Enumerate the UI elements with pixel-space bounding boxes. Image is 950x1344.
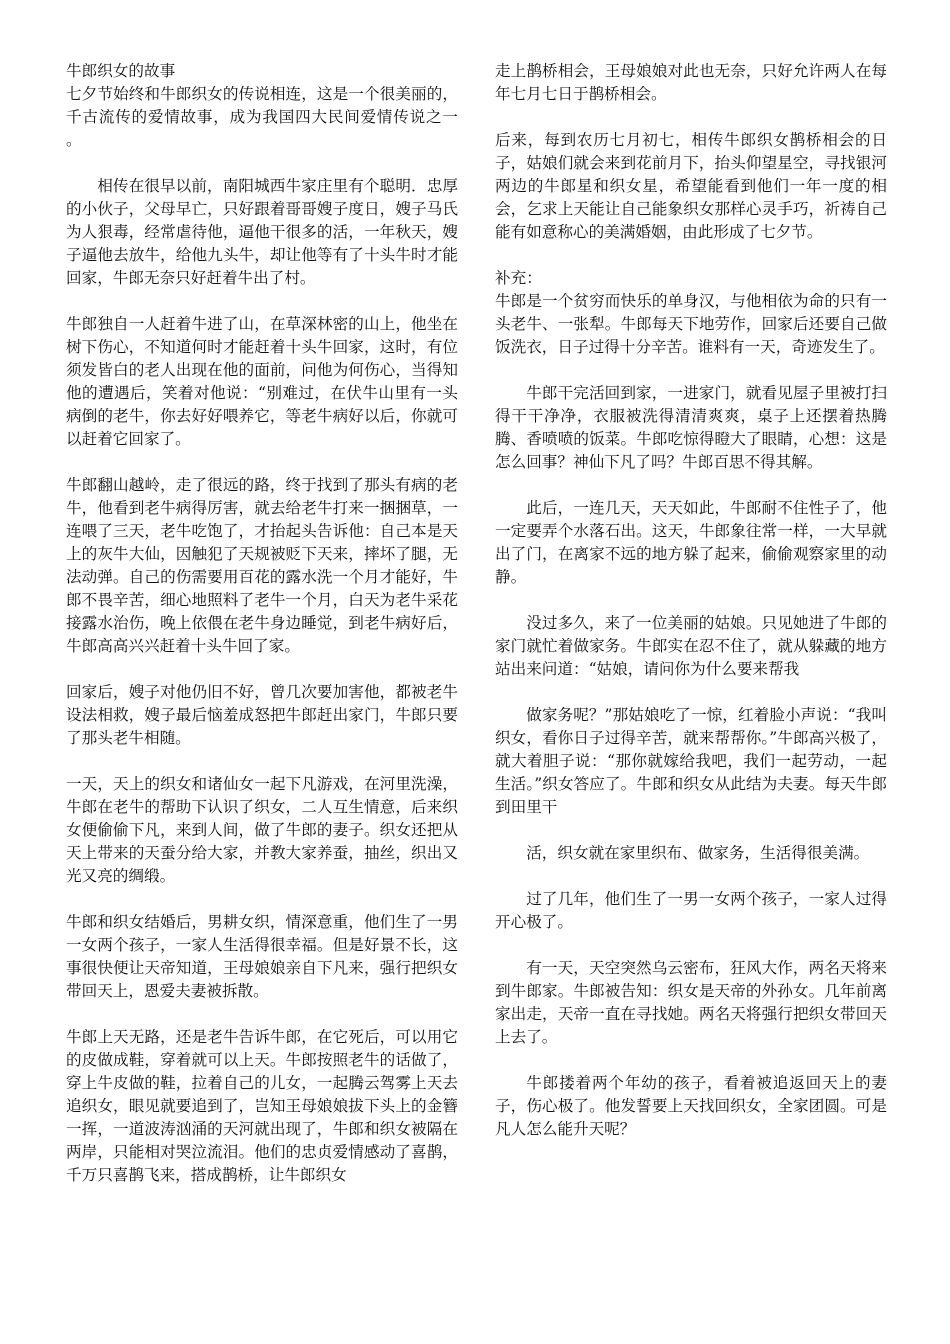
right-column xyxy=(495,60,887,1141)
paragraph: 牛郎独自一人赶着牛进了山，在草深林密的山上，他坐在树下伤心，不知道何时才能赶着十头牛回家，这时，有位须发皆白的老人出现在他的面前，问他为何伤心，当得知他的遭遇后，笑着对他说：“别难过，在伏牛山里有一头病倒的老牛，你去好好喂养它，等老牛病好以后，你就可以赶着它回家了。 xyxy=(66,315,458,448)
paragraph-intro: 七夕节始终和牛郎织女的传说相连，这是一个很美丽的，千古流传的爱情故事，成为我国四大民间爱情传说之一 。 xyxy=(66,85,458,149)
paragraph: 牛郎是一个贫穷而快乐的单身汉，与他相依为命的只有一头老牛、一张犁。牛郎每天下地劳作，回家后还要自己做饭洗衣，日子过得十分辛苦。谁料有一天，奇迹发生了。 xyxy=(495,292,887,356)
paragraph: 做家务呢？”那姑娘吃了一惊，红着脸小声说：“我叫织女，看你日子过得辛苦，就来帮帮你。”牛郎高兴极了，就大着胆子说：“那你就嫁给我吧，我们一起劳动，一起生活。”织女答应了。牛郎和织女从此结为夫妻。每天牛郎到田里干 xyxy=(495,706,887,816)
paragraph: 有一天，天空突然乌云密布，狂风大作，两名天将来到牛郎家。牛郎被告知：织女是天帝的外孙女。几年前离家出走，天帝一直在寻找她。两名天将强行把织女带回天上去了。 xyxy=(495,959,887,1046)
left-column xyxy=(66,60,458,1210)
paragraph: 牛郎干完活回到家，一进家门，就看见屋子里被打扫得干干净净，衣服被洗得清清爽爽，桌子上还摆着热腾腾、香喷喷的饭菜。牛郎吃惊得瞪大了眼睛，心想：这是怎么回事？神仙下凡了吗？牛郎百思不得其解。 xyxy=(495,384,887,471)
paragraph: 没过多久，来了一位美丽的姑娘。只见她进了牛郎的家门就忙着做家务。牛郎实在忍不住了，就从躲藏的地方站出来问道：“姑娘，请问你为什么要来帮我 xyxy=(495,614,887,678)
paragraph: 活，织女就在家里织布、做家务，生活得很美满。 xyxy=(526,844,870,862)
document-title: 牛郎织女的故事 xyxy=(66,62,176,80)
paragraph: 回家后，嫂子对他仍旧不好，曾几次要加害他，都被老牛设法相救，嫂子最后恼羞成怒把牛郎赶出家门，牛郎只要了那头老牛相随。 xyxy=(66,683,458,747)
paragraph: 此后，一连几天，天天如此，牛郎耐不住性子了，他一定要弄个水落石出。这天，牛郎象往常一样，一大早就出了门，在离家不远的地方躲了起来，偷偷观察家里的动静。 xyxy=(495,499,887,586)
supplement-label: 补充： xyxy=(495,269,542,287)
paragraph: 过了几年，他们生了一男一女两个孩子，一家人过得开心极了。 xyxy=(495,890,887,931)
paragraph: 一天，天上的织女和诸仙女一起下凡游戏，在河里洗澡，牛郎在老牛的帮助下认识了织女，二人互生情意，后来织女便偷偷下凡，来到人间，做了牛郎的妻子。织女还把从天上带来的天蚕分给大家，并教大家养蚕，抽丝，织出又光又亮的绸缎。 xyxy=(66,775,458,885)
paragraph: 走上鹊桥相会，王母娘娘对此也无奈，只好允许两人在每年七月七日于鹊桥相会。 xyxy=(495,62,887,103)
paragraph: 牛郎搂着两个年幼的孩子，看着被追返回天上的妻子，伤心极了。他发誓要上天找回织女，全家团圆。可是凡人怎么能升天呢？ xyxy=(495,1074,887,1138)
paragraph: 牛郎上天无路，还是老牛告诉牛郎，在它死后，可以用它的皮做成鞋，穿着就可以上天。牛郎按照老牛的话做了，穿上牛皮做的鞋，拉着自己的儿女，一起腾云驾雾上天去追织女，眼见就要追到了，岂知王母娘娘拔下头上的金簪一挥，一道波涛汹涌的天河就出现了，牛郎和织女被隔在两岸，只能相对哭泣流泪。他们的忠贞爱情感动了喜鹊，千万只喜鹊飞来，搭成鹊桥，让牛郎织女 xyxy=(66,1028,458,1184)
paragraph: 牛郎和织女结婚后，男耕女织，情深意重，他们生了一男一女两个孩子，一家人生活得很幸福。但是好景不长，这事很快便让天帝知道，王母娘娘亲自下凡来，强行把织女带回天上，恩爱夫妻被拆散。 xyxy=(66,913,458,1000)
paragraph: 相传在很早以前，南阳城西牛家庄里有个聪明．忠厚的小伙子，父母早亡，只好跟着哥哥嫂子度日，嫂子马氏为人狠毒，经常虐待他，逼他干很多的活，一年秋天，嫂子逼他去放牛，给他九头牛，却让他等有了十头牛时才能回家，牛郎无奈只好赶着牛出了村。 xyxy=(66,177,458,287)
paragraph: 牛郎翻山越岭，走了很远的路，终于找到了那头有病的老牛，他看到老牛病得厉害，就去给老牛打来一捆捆草，一连喂了三天，老牛吃饱了，才抬起头告诉他：自己本是天上的灰牛大仙，因触犯了天规被贬下天来，摔坏了腿，无法动弹。自己的伤需要用百花的露水洗一个月才能好，牛郎不畏辛苦，细心地照料了老牛一个月，白天为老牛采花接露水治伤，晚上依偎在老牛身边睡觉，到老牛病好后，牛郎高高兴兴赶着十头牛回了家。 xyxy=(66,476,458,655)
paragraph: 后来，每到农历七月初七，相传牛郎织女鹊桥相会的日子，姑娘们就会来到花前月下，抬头仰望星空，寻找银河两边的牛郎星和织女星，希望能看到他们一年一度的相会，乞求上天能让自己能象织女那样心灵手巧，祈祷自己能有如意称心的美满婚姻，由此形成了七夕节。 xyxy=(495,131,887,241)
